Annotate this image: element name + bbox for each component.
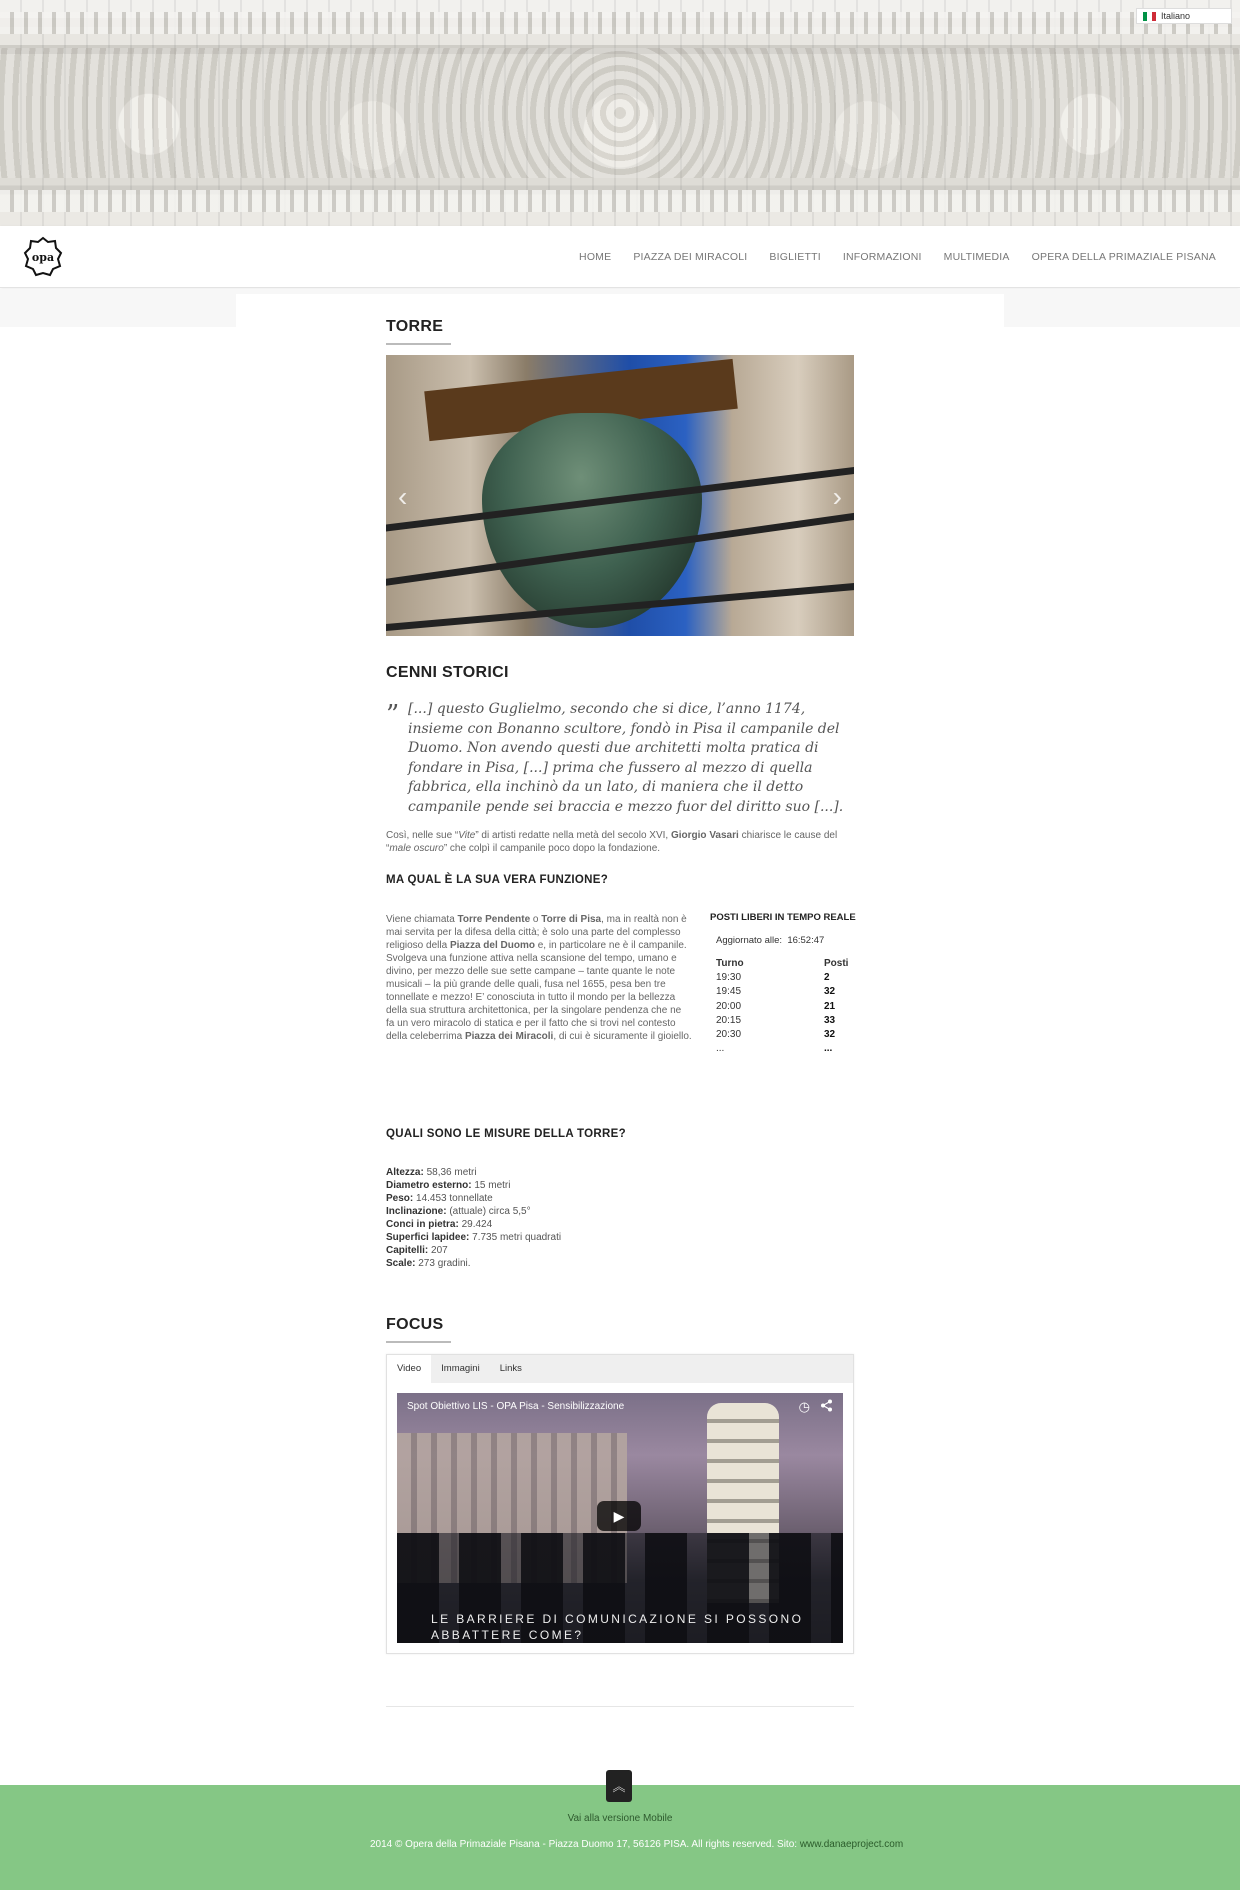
- posti-col-turno: Turno: [716, 958, 744, 969]
- posti-cell: 32: [824, 1029, 836, 1041]
- slider-bell-image: [482, 413, 702, 628]
- table-row: [716, 1042, 848, 1056]
- site-link[interactable]: www.danaeproject.com: [799, 1839, 904, 1850]
- list-item: [386, 1166, 561, 1179]
- list-item: [386, 1231, 561, 1244]
- nav-opera-della-primaziale[interactable]: OPERA DELLA PRIMAZIALE PISANA: [1031, 251, 1216, 263]
- measure-label: Peso:: [386, 1193, 414, 1204]
- posti-cell: 2: [824, 972, 830, 983]
- play-icon: ▶: [613, 1507, 625, 1524]
- table-row: [716, 971, 848, 985]
- video-caption: LE BARRIERE DI COMUNICAZIONE SI POSSONO ABBATTERE COME?: [431, 1612, 804, 1642]
- posti-liberi-widget: [710, 912, 860, 1057]
- function-text: , di cui è sicuramente il gioiello.: [553, 1031, 692, 1042]
- nav-home[interactable]: HOME: [579, 251, 612, 263]
- note-male-oscuro: male oscuro: [389, 843, 444, 854]
- function-text: Viene chiamata: [386, 914, 458, 925]
- video-player[interactable]: [397, 1393, 843, 1643]
- note-text: ” che colpì il campanile poco dopo la fondazione.: [443, 843, 661, 854]
- posti-col-posti: Posti: [824, 958, 849, 969]
- language-label: Italiano: [1161, 11, 1191, 21]
- table-row: [716, 1000, 848, 1014]
- measure-label: Conci in pietra:: [386, 1219, 459, 1230]
- nav-multimedia[interactable]: MULTIMEDIA: [943, 251, 1010, 263]
- hero-frieze-bottom: [0, 190, 1240, 212]
- turno-cell: 19:45: [716, 986, 742, 998]
- posti-table: [716, 958, 848, 1057]
- image-slider[interactable]: [386, 355, 854, 636]
- nav-piazza-dei-miracoli[interactable]: PIAZZA DEI MIRACOLI: [633, 251, 748, 263]
- measures-title: QUALI SONO LE MISURE DELLA TORRE?: [386, 1128, 626, 1140]
- video-title[interactable]: Spot Obiettivo LIS - OPA Pisa - Sensibilizzazione: [407, 1401, 625, 1412]
- focus-heading-block: [386, 1316, 854, 1343]
- page-title: TORRE: [386, 318, 451, 345]
- hero-banner: [0, 0, 1240, 226]
- measure-label: Superfici lapidee:: [386, 1232, 470, 1243]
- tab-immagini[interactable]: Immagini: [441, 1363, 480, 1374]
- measure-label: Capitelli:: [386, 1245, 429, 1256]
- posti-cell: ...: [824, 1043, 833, 1055]
- copyright-text: 2014 © Opera della Primaziale Pisana - Piazza Duomo 17, 56126 PISA. All rights reserved. Sito:: [370, 1839, 800, 1850]
- note-text: ” di artisti redatte nella metà del secolo XVI,: [475, 830, 671, 841]
- turno-cell: 20:30: [716, 1029, 742, 1041]
- function-heading-block: [386, 874, 854, 886]
- language-selector[interactable]: [1136, 8, 1232, 24]
- quote-text: [...] questo Guglielmo, secondo che si dice, l’anno 1174, insieme con Bonanno scultore, fondò in Pisa il campanile del Duomo. Non avendo questi due architetti molta pratica di fondare in Pisa, [...] prima che fussero al mezzo di quella fabbrica, ella inchinò da un lato, di maniera che il detto campanile pende sei braccia e mezzo fuor del diritto suo [...].: [408, 701, 844, 815]
- note-vasari: Giorgio Vasari: [670, 830, 739, 841]
- nav-informazioni[interactable]: INFORMAZIONI: [842, 251, 922, 263]
- mobile-version-link[interactable]: Vai alla versione Mobile: [567, 1813, 673, 1824]
- measure-label: Altezza:: [386, 1167, 424, 1178]
- divider: [386, 1706, 854, 1707]
- posti-updated: [710, 935, 860, 946]
- history-quote: [386, 700, 854, 817]
- note-vite: Vite: [458, 830, 476, 841]
- function-paragraph: [386, 913, 692, 1043]
- list-item: [386, 1179, 561, 1192]
- watch-later-icon[interactable]: ◷: [798, 1399, 810, 1414]
- measure-value: 14.453 tonnellate: [413, 1193, 493, 1204]
- note-text: chiarisce le cause del “: [386, 830, 838, 854]
- focus-tabbar: [387, 1355, 853, 1383]
- logo-text: opa: [31, 251, 55, 264]
- function-title: MA QUAL È LA SUA VERA FUNZIONE?: [386, 874, 609, 886]
- list-item: [386, 1205, 561, 1218]
- quote-mark-icon: ”: [386, 700, 400, 730]
- posti-updated-time: 16:52:47: [787, 935, 825, 946]
- measure-label: Inclinazione:: [386, 1206, 447, 1217]
- turno-cell: ...: [716, 1043, 725, 1055]
- measure-value: 29.424: [458, 1219, 493, 1230]
- measure-value: 15 metri: [471, 1180, 511, 1191]
- history-heading-block: [386, 664, 854, 682]
- posti-updated-label: Aggiornato alle:: [716, 935, 783, 946]
- function-bold: Torre di Pisa: [541, 914, 602, 925]
- nav-biglietti[interactable]: BIGLIETTI: [769, 251, 821, 263]
- tab-video[interactable]: Video: [387, 1355, 431, 1383]
- posti-cell: 32: [824, 986, 836, 998]
- measure-label: Diametro esterno:: [386, 1180, 472, 1191]
- video-controls: [799, 1399, 833, 1415]
- table-row: [716, 1028, 848, 1042]
- measures-heading-block: [386, 1128, 854, 1140]
- function-text: e, in particolare ne è il campanile. Svolgeva una funzione attiva nella scansione del tempo, umano e divino, per mezzo delle sue sette campane – tante quante le note musicali – la più grande delle quali, fusa nel 1655, pesa ben tre tonnellate e mezzo! E’ conosciuta in tutto il mondo per la bellezza della sua struttura architettonica, per la singolare pendenza che ne fa un vero miracolo di statica e per il fatto che si trovi nel contesto della celeberrima: [386, 940, 687, 1042]
- posti-cell: 33: [824, 1014, 836, 1026]
- list-item: [386, 1192, 561, 1205]
- table-row: [716, 985, 848, 999]
- measure-label: Scale:: [386, 1258, 416, 1269]
- list-item: [386, 1244, 561, 1257]
- main-nav: [579, 226, 1216, 288]
- opa-logo[interactable]: [22, 236, 64, 278]
- turno-cell: 20:00: [716, 1000, 742, 1012]
- list-item: [386, 1218, 561, 1231]
- turno-cell: 19:30: [716, 972, 742, 983]
- hero-frieze-relief: [0, 48, 1240, 178]
- back-to-top-button[interactable]: [606, 1770, 632, 1802]
- history-title: CENNI STORICI: [386, 664, 509, 681]
- note-text: Così, nelle sue “: [386, 830, 459, 841]
- measures-list: [386, 1166, 561, 1270]
- function-text: o: [530, 914, 542, 925]
- italy-flag-icon: [1143, 12, 1156, 21]
- list-item: [386, 1257, 561, 1270]
- focus-title: FOCUS: [386, 1316, 451, 1343]
- posti-title: POSTI LIBERI IN TEMPO REALE: [710, 912, 856, 923]
- function-bold: Piazza dei Miracoli: [464, 1031, 554, 1042]
- function-text: , ma in realtà non è mai servita per la difesa della città; è solo una parte del complesso religioso della: [386, 914, 687, 951]
- slider-next-arrow-icon[interactable]: ›: [832, 481, 842, 512]
- focus-tabs: [386, 1354, 854, 1654]
- function-bold: Torre Pendente: [457, 914, 531, 925]
- function-bold: Piazza del Duomo: [449, 940, 535, 951]
- measure-value: 207: [428, 1245, 448, 1256]
- table-row: [716, 1014, 848, 1028]
- tab-links[interactable]: Links: [499, 1363, 522, 1374]
- play-button[interactable]: [597, 1501, 641, 1531]
- measure-value: 273 gradini.: [415, 1258, 471, 1269]
- slider-prev-arrow-icon[interactable]: ‹: [398, 481, 408, 512]
- page-title-block: [386, 318, 854, 345]
- turno-cell: 20:15: [716, 1014, 742, 1026]
- double-chevron-up-icon: ︽: [612, 1778, 626, 1794]
- measure-value: 7.735 metri quadrati: [469, 1232, 562, 1243]
- measure-value: 58,36 metri: [423, 1167, 477, 1178]
- top-navbar: [0, 226, 1240, 288]
- share-icon[interactable]: [820, 1399, 833, 1415]
- footer-copyright: [370, 1839, 903, 1850]
- posti-cell: 21: [824, 1000, 836, 1012]
- history-note: [386, 829, 854, 855]
- measure-value: (attuale) circa 5,5°: [446, 1206, 531, 1217]
- hero-frieze-top: [0, 12, 1240, 34]
